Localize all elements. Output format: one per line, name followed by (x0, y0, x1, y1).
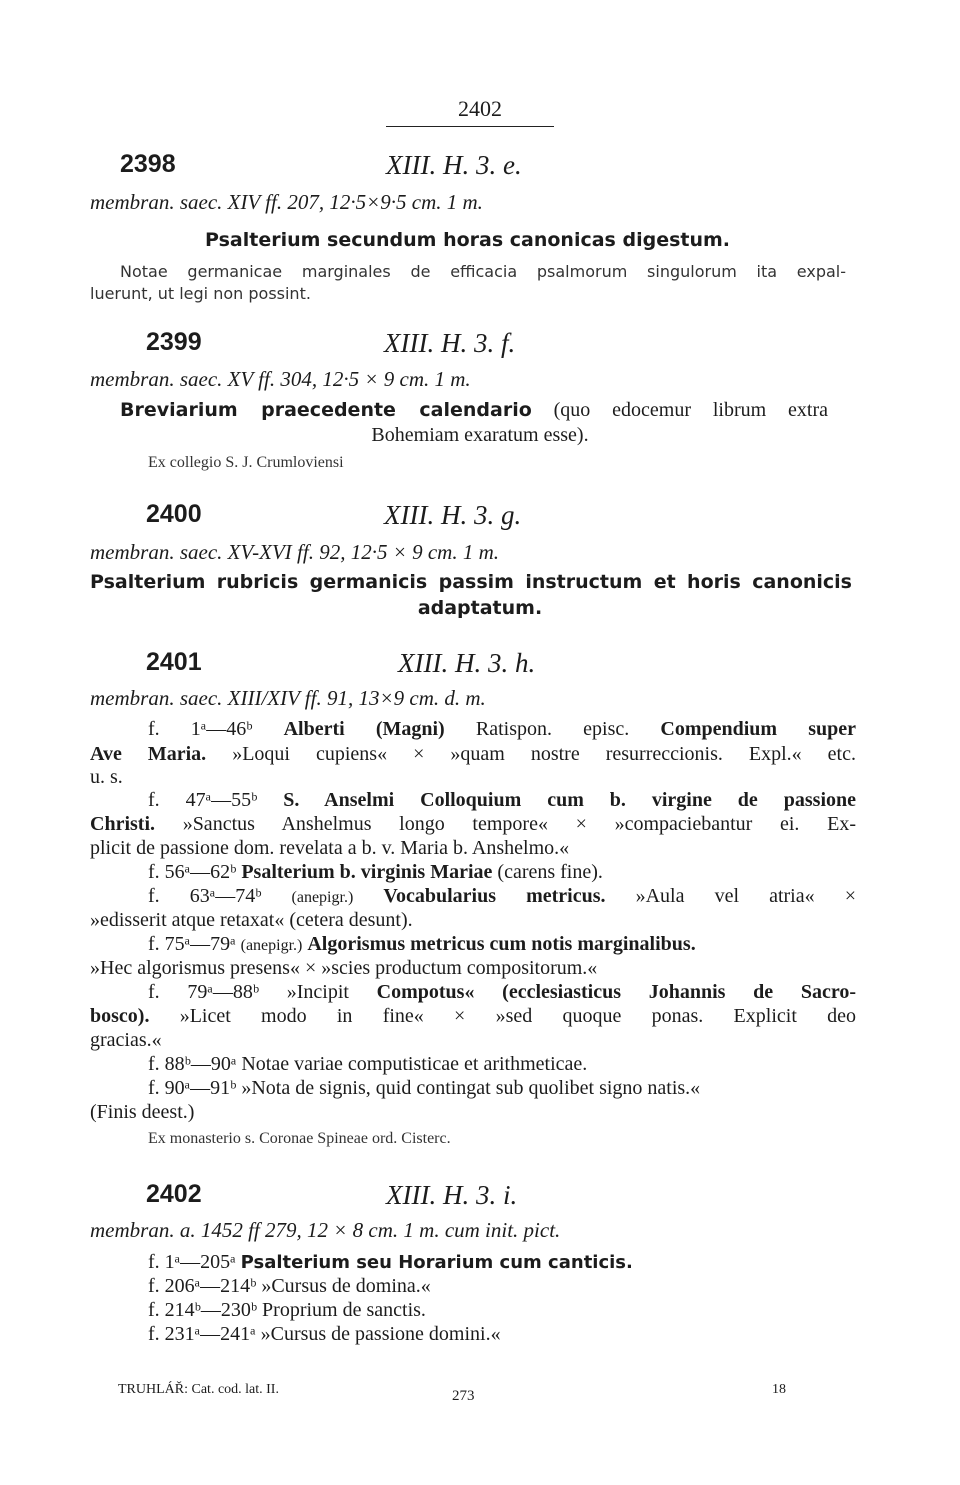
content-item (148, 1251, 633, 1274)
shelfmark: XIII. H. 3. g. (384, 500, 522, 530)
folio-range: f. 47ᵃ—55ᵇ (148, 789, 258, 811)
title-bold: Breviarium praecedente calendario (120, 399, 532, 421)
entry-number: 2399 (146, 328, 202, 356)
incipit: »Aula vel atria« × (635, 885, 856, 907)
work-title-cont: Ave Maria. (90, 743, 207, 765)
content-item-line: »edisserit atque retaxat« (cetera desunt). (90, 909, 413, 931)
folio-range: f. 1ᵃ—46ᵇ (148, 718, 253, 740)
anepigr-note: (anepigr.) (240, 937, 303, 954)
content-item (148, 1077, 700, 1100)
folio-range: f. 75ᵃ—79ᵃ (148, 933, 236, 955)
work-title: Psalterium b. virginis Mariae (241, 861, 493, 883)
item-text: Notae variae computisticae et arithmeticae. (241, 1053, 588, 1075)
work-title: Compendium super (660, 718, 856, 740)
item-text: »Cursus de domina.« (261, 1275, 431, 1297)
entry-title (120, 399, 828, 422)
incipit: »Incipit (286, 981, 349, 1003)
title-rest: (quo edocemur librum extra (553, 399, 829, 421)
content-item-line (90, 1005, 856, 1028)
content-item (148, 861, 603, 884)
footer-sheet-number: 18 (772, 1382, 786, 1397)
work-title: Compotus« (376, 981, 475, 1003)
provenance: Ex monasterio s. Coronae Spineae ord. Cisterc. (148, 1130, 451, 1147)
folio-range: f. 206ᵃ—214ᵇ (148, 1275, 257, 1297)
folio-range: f. 56ᵃ—62ᵇ (148, 861, 237, 883)
incipit-explicit: »Licet modo in fine« × »sed quoque ponas. Explicit deo (179, 1005, 857, 1027)
content-item (148, 933, 696, 956)
folio-range: f. 63ᵃ—74ᵇ (148, 885, 262, 907)
entry-number: 2402 (146, 1180, 202, 1208)
physical-description: membran. saec. XIV ff. 207, 12·5×9·5 cm. 1 m. (90, 190, 483, 214)
content-item-line: gracias.« (90, 1029, 162, 1051)
shelfmark: XIII. H. 3. f. (384, 328, 516, 358)
content-item-line (90, 743, 856, 766)
running-page-number: 2402 (458, 96, 502, 121)
shelfmark: XIII. H. 3. e. (386, 150, 522, 180)
item-text: »Cursus de passione domini.« (260, 1323, 501, 1345)
folio-range: f. 231ᵃ—241ᵃ (148, 1323, 256, 1345)
shelfmark: XIII. H. 3. h. (398, 648, 536, 678)
content-item-line: (Finis deest.) (90, 1101, 195, 1123)
content-item (148, 981, 856, 1004)
work-title: S. Anselmi Colloquium cum b. virgine de passione (283, 789, 856, 811)
entry-number: 2401 (146, 648, 202, 676)
header-rule (386, 126, 554, 127)
folio-range: f. 88ᵇ—90ᵃ (148, 1053, 237, 1075)
title-continuation: Bohemiam exaratum esse). (371, 424, 589, 446)
note-line: luerunt, ut legi non possint. (90, 284, 311, 303)
work-title: Psalterium seu Horarium cum canticis. (240, 1252, 633, 1273)
content-item (148, 1275, 431, 1298)
content-item-line: u. s. (90, 766, 123, 788)
folio-range: f. 79ᵃ—88ᵇ (148, 981, 260, 1003)
author: Alberti (Magni) (283, 718, 445, 740)
footer-page-number: 273 (452, 1388, 475, 1404)
content-item-line (90, 813, 856, 836)
item-text: Proprium de sanctis. (262, 1299, 426, 1321)
content-item-line: »Hec algorismus presens« × »scies productum compositorum.« (90, 957, 598, 979)
entry-number: 2400 (146, 500, 202, 528)
footer-signature: TRUHLÁŘ: Cat. cod. lat. II. (118, 1382, 279, 1397)
work-title: Algorismus metricus cum notis marginalibus. (307, 933, 696, 955)
content-item (148, 1053, 587, 1076)
anepigr-note: (anepigr.) (291, 889, 354, 906)
content-item (148, 718, 856, 741)
work-title-cont: Christi. (90, 813, 155, 835)
content-item (148, 1323, 501, 1346)
entry-number: 2398 (120, 150, 176, 178)
content-item (148, 1299, 426, 1322)
folio-range: f. 1ᵃ—205ᵃ (148, 1251, 236, 1273)
folio-range: f. 90ᵃ—91ᵇ (148, 1077, 237, 1099)
author-see: Ratispon. episc. (475, 718, 630, 740)
work-title-cont: (ecclesiasticus Johannis de Sacro- (502, 981, 856, 1003)
title-continuation: adaptatum. (417, 597, 543, 619)
content-item (148, 885, 856, 908)
physical-description: membran. saec. XV ff. 304, 12·5 × 9 cm. 1 m. (90, 367, 471, 391)
folio-range: f. 214ᵇ—230ᵇ (148, 1299, 258, 1321)
work-title-cont: bosco). (90, 1005, 150, 1027)
remark: (carens fine). (497, 861, 603, 883)
physical-description: membran. a. 1452 ff 279, 12 × 8 cm. 1 m. cum init. pict. (90, 1218, 561, 1242)
physical-description: membran. saec. XV-XVI ff. 92, 12·5 × 9 cm. 1 m. (90, 540, 500, 564)
note-line: Notae germanicae marginales de efficacia psalmorum singulorum ita expal- (120, 262, 846, 281)
physical-description: membran. saec. XIII/XIV ff. 91, 13×9 cm. d. m. (90, 686, 486, 710)
provenance: Ex collegio S. J. Crumloviensi (148, 454, 344, 471)
entry-title: Psalterium secundum horas canonicas digestum. (205, 229, 731, 251)
incipit-explicit: »Loqui cupiens« × »quam nostre resurreccionis. Expl.« etc. (232, 743, 856, 765)
item-text: »Nota de signis, quid contingat sub quolibet signo natis.« (241, 1077, 701, 1099)
content-item-line: plicit de passione dom. revelata a b. v. Maria b. Anshelmo.« (90, 837, 570, 859)
entry-title: Psalterium rubricis germanicis passim instructum et horis canonicis (90, 571, 852, 593)
shelfmark: XIII. H. 3. i. (386, 1180, 518, 1210)
content-item (148, 789, 856, 812)
incipit-explicit: »Sanctus Anshelmus longo tempore« × »compaciebantur ei. Ex- (182, 813, 856, 835)
work-title: Vocabularius metricus. (383, 885, 606, 907)
